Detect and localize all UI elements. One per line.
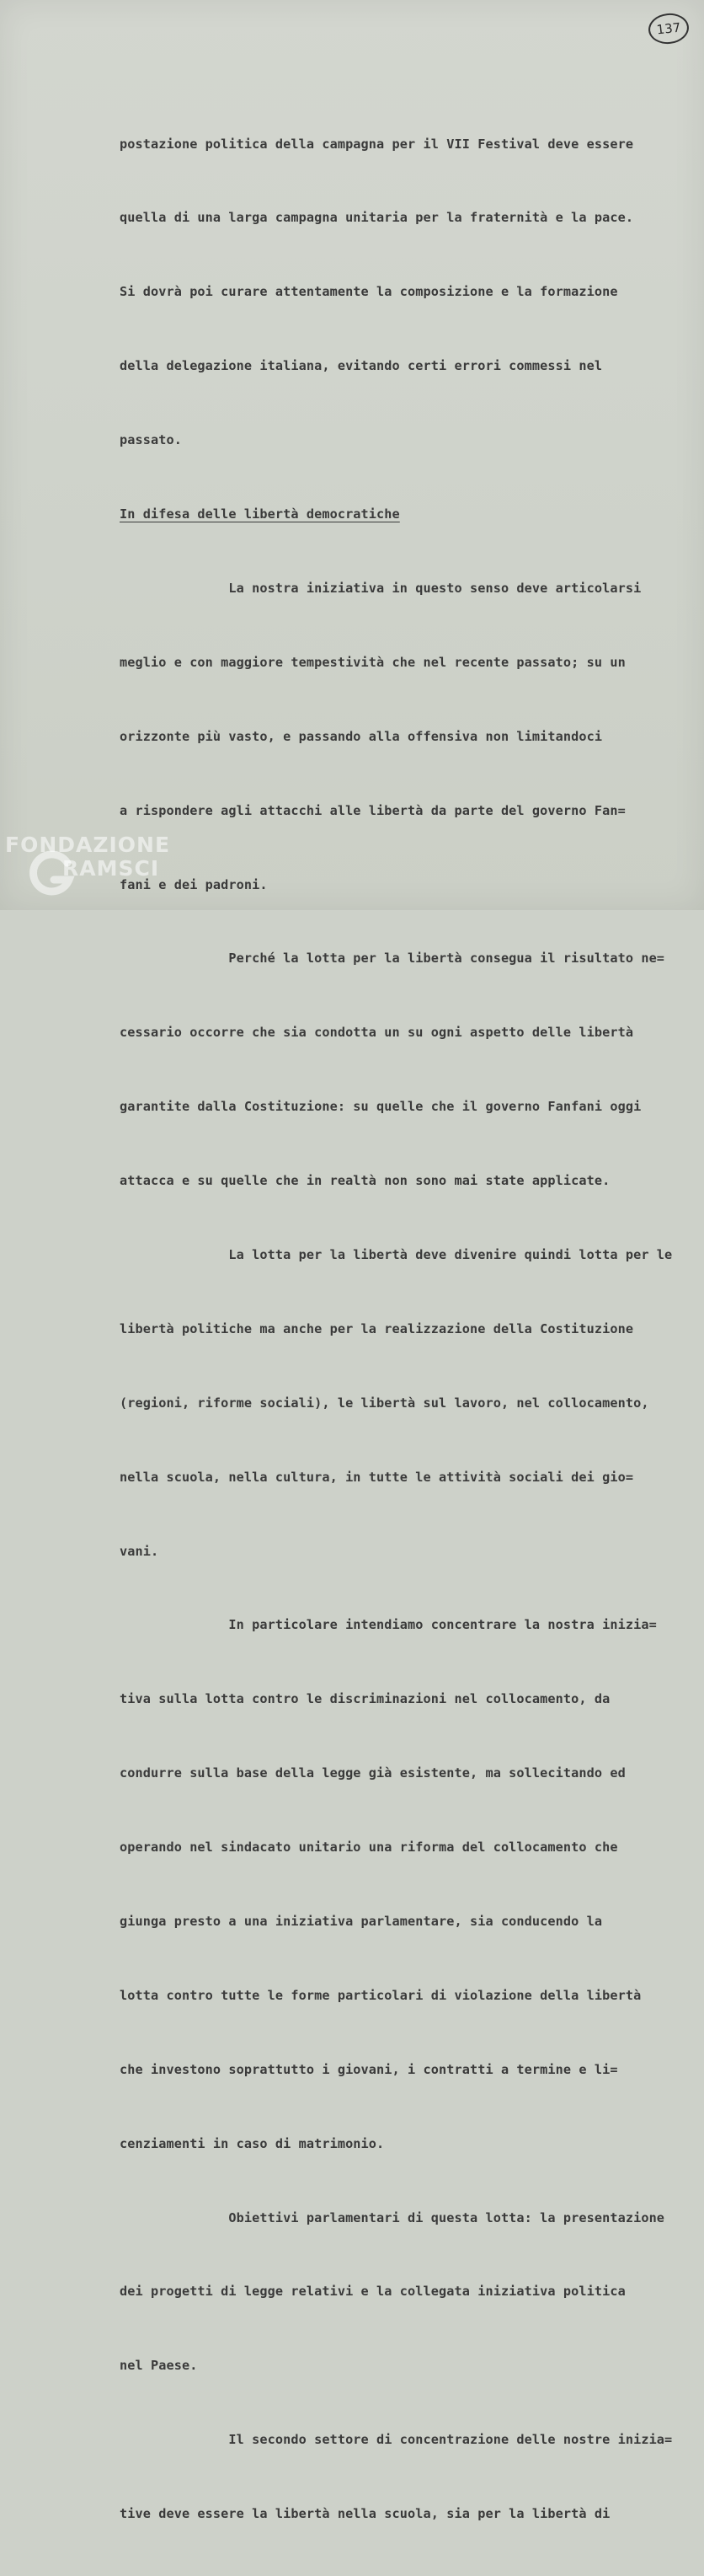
section-heading: In difesa delle libertà democratiche (120, 506, 400, 522)
text-line: passato. (120, 432, 182, 448)
text-line: meglio e con maggiore tempestività che nel recente passato; su un (120, 654, 626, 670)
text-line: quella di una larga campagna unitaria per la fraternità e la pace. (120, 210, 634, 226)
text-line: Si dovrà poi curare attentamente la composizione e la formazione (120, 284, 618, 300)
text-line: postazione politica della campagna per il VII Festival deve essere (120, 136, 634, 152)
text-line: dei progetti di legge relativi e la collegata iniziativa politica (120, 2284, 626, 2300)
text-line: cenziamenti in caso di matrimonio. (120, 2135, 385, 2151)
watermark-logo (0, 833, 185, 908)
text-line: condurre sulla base della legge già esistente, ma sollecitando ed (120, 1765, 626, 1781)
text-line: della delegazione italiana, evitando certi errori commessi nel (120, 358, 603, 374)
text-line: a rispondere agli attacchi alle libertà da parte del governo Fan= (120, 802, 626, 818)
text-line: (regioni, riforme sociali), le libertà sul lavoro, nel collocamento, (120, 1395, 649, 1411)
text-line: lotta contro tutte le forme particolari di violazione della libertà (120, 1987, 642, 2003)
watermark-line1: FONDAZIONE (5, 833, 171, 857)
text-line: In particolare intendiamo concentrare la nostra inizia= (120, 1617, 657, 1633)
text-line: cessario occorre che sia condotta un su ogni aspetto delle libertà (120, 1025, 634, 1041)
text-line: garantite dalla Costituzione: su quelle che il governo Fanfani oggi (120, 1099, 642, 1115)
text-line: tive deve essere la libertà nella scuola, sia per la libertà di (120, 2506, 611, 2522)
text-line: fani e dei padroni. (120, 876, 268, 892)
page-number: 137 (647, 12, 691, 46)
text-line: orizzonte più vasto, e passando alla offensiva non limitandoci (120, 728, 603, 744)
text-line: Obiettivi parlamentari di questa lotta: la presentazione (120, 2209, 665, 2225)
text-line: giunga presto a una iniziativa parlamentare, sia conducendo la (120, 1913, 603, 1929)
text-line: che investono soprattutto i giovani, i contratti a termine e li= (120, 2061, 618, 2077)
text-line: Perché la lotta per la libertà consegua il risultato ne= (120, 951, 665, 967)
text-line: operando nel sindacato unitario una riforma del collocamento che (120, 1840, 618, 1856)
text-line: libertà politiche ma anche per la realizzazione della Costituzione (120, 1320, 634, 1336)
text-line: La lotta per la libertà deve divenire quindi lotta per le (120, 1246, 673, 1262)
text-line: attacca e su quelle che in realtà non sono mai state applicate. (120, 1173, 611, 1189)
text-line: vani. (120, 1543, 159, 1559)
watermark-line2: RAMSCI (62, 856, 160, 881)
typewritten-text (120, 83, 692, 2576)
text-line: nella scuola, nella cultura, in tutte le attività sociali dei gio= (120, 1469, 634, 1485)
text-line: tiva sulla lotta contro le discriminazioni nel collocamento, da (120, 1691, 611, 1707)
text-line: nel Paese. (120, 2358, 198, 2374)
text-line: La nostra iniziativa in questo senso deve articolarsi (120, 580, 642, 596)
text-line: Il secondo settore di concentrazione delle nostre inizia= (120, 2432, 673, 2448)
